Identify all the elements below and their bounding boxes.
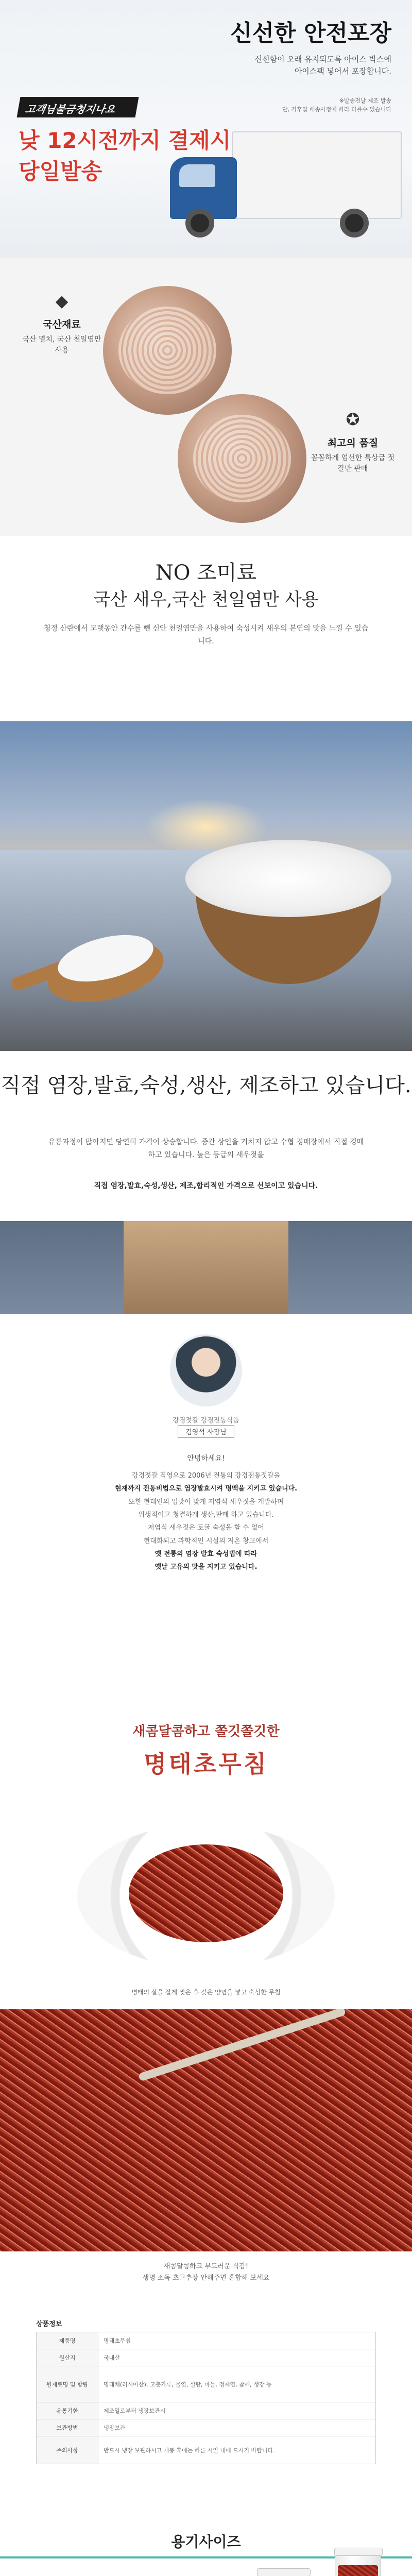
filler-photo — [0, 1221, 412, 1314]
order-deadline-banner: 낮 12시전까지 결제시 — [19, 128, 231, 153]
sea-salt-photo — [0, 721, 412, 1051]
no-msg-title: NO 조미료 — [155, 561, 257, 585]
jar-bucket — [335, 2554, 381, 2576]
same-day-shipping-banner: 당일발송 — [19, 159, 102, 184]
feature-title: 국산재료 — [43, 319, 81, 330]
owner-name: 김영석 사장님 — [178, 1425, 234, 1438]
greeting: 안녕하세요! — [187, 1454, 225, 1463]
message-line: 현대화되고 과학적인 시설의 저온 창고에서 — [143, 1537, 269, 1545]
product-info-section — [0, 2313, 412, 2524]
dish-caption: 명태의 살을 잘게 찢은 후 갖은 양념을 넣고 숙성한 무침 — [131, 1989, 281, 1996]
no-msg-description: 청정 산란에서 모랫동안 간수를 뺀 신안 천일염만을 사용하여 숙성시켜 새우의 본연의 맛을 느낄 수 있습니다. — [43, 624, 369, 646]
info-key: 유통기한 — [37, 2402, 98, 2419]
avatar — [170, 1334, 242, 1406]
product-title: 명태초무침 — [143, 1750, 269, 1778]
info-value: 반드시 냉장 보관하시고 개봉 후에는 빠른 시일 내에 드시기 바랍니다. — [98, 2436, 376, 2464]
process-description: 유통과정이 많아지면 당연히 가격이 상승합니다. 중간 상인을 거치지 않고 수협 경매장에서 직접 경매하고 있습니다. 높은 등급의 새우젓을 — [48, 1138, 364, 1160]
features-section — [0, 258, 412, 536]
info-value: 명태초무침 — [98, 2332, 376, 2349]
process-highlight: 직접 염장,발효,숙성,생산, 제조,합리적인 가격으로 선보이고 있습니다. — [94, 1182, 318, 1190]
table-row — [37, 2419, 376, 2436]
owner-message — [72, 1469, 340, 1574]
closeup-photo — [0, 2009, 412, 2251]
table-row — [37, 2436, 376, 2464]
product-info-table — [36, 2332, 376, 2464]
brand-logo: 고객님불금청지나요 — [16, 97, 139, 117]
hero-title: 신선한 안전포장 — [230, 20, 391, 46]
texture-caption-line: 생명 소독 초고추장 안해주면 혼합해 보세요 — [142, 2274, 270, 2282]
container-size-section — [0, 2524, 412, 2576]
profile-caption: 강경젓갈 강경전통식품 — [173, 1417, 239, 1425]
texture-caption-line: 새콤달콤하고 부드러운 식감! — [163, 2263, 249, 2270]
container-size-heading: 용기사이즈 — [171, 2533, 241, 2550]
message-line: 현재까지 전통비법으로 염장발효시켜 명맥을 지키고 있습니다. — [114, 1485, 298, 1493]
award-icon: ✪ — [346, 410, 360, 429]
anchovy-photo-2 — [178, 394, 306, 523]
owner-profile-section — [0, 1319, 412, 1710]
table-row — [37, 2349, 376, 2366]
delivery-truck-image — [170, 131, 402, 245]
process-heading: 직접 염장,발효,숙성,생산, 제조하고 있습니다. — [1, 1074, 411, 1097]
message-line: 강경젓갈 직영으로 2006년 전통의 강경전통젓갈을 — [131, 1472, 281, 1480]
message-line: 위생적이고 청결하게 생산,판매 하고 있습니다. — [138, 1511, 274, 1519]
texture-caption-section — [0, 2251, 412, 2313]
no-msg-section — [0, 536, 412, 721]
info-key: 보관방법 — [37, 2419, 98, 2436]
info-key: 주의사항 — [37, 2436, 98, 2464]
info-value: 제조일로부터 냉장보관시 — [98, 2402, 376, 2419]
product-info-caption: 상품정보 — [36, 2320, 62, 2328]
dish-caption-section — [0, 1984, 412, 2009]
hero-section — [0, 0, 412, 258]
info-value: 냉장보관 — [98, 2419, 376, 2436]
feature-text: 꼼꼼하게 엄선한 특상급 젓갈만 판매 — [311, 453, 395, 473]
feature-text: 국산 멸치, 국산 천일염만 사용 — [22, 335, 101, 354]
info-key: 원산지 — [37, 2349, 98, 2366]
table-row — [37, 2332, 376, 2349]
table-row — [37, 2366, 376, 2402]
dish-photo — [0, 1814, 412, 1984]
hero-note: ※발송전날 제조 발송 단, 기후및 배송사정에 따라 다를수 있습니다 — [282, 97, 391, 113]
korea-map-icon: ◆ — [55, 291, 68, 311]
message-line: 옛 전통의 염장 발효 숙성법에 따라 — [154, 1550, 258, 1558]
message-line: 또한 현대인의 입맛이 맞게 저염식 새우젓을 개발하며 — [128, 1498, 284, 1506]
best-quality-badge — [309, 407, 397, 474]
message-line: 옛날 고유의 맛을 지키고 있습니다. — [154, 1563, 258, 1571]
anchovy-photo-1 — [103, 286, 232, 415]
message-line: 저염식 새우젓은 토굴 숙성을 할 수 없어 — [148, 1524, 264, 1532]
info-key: 제품명 — [37, 2332, 98, 2349]
hero-description: 신선함이 오래 유지되도록 아이스 박스에 아이스팩 넣어서 포장합니다. — [254, 55, 391, 76]
info-value: 명태채(러시아산), 고춧가루, 물엿, 설탕, 마늘, 정제염, 참깨, 생강 등 — [98, 2366, 376, 2402]
feature-title: 최고의 품질 — [327, 437, 379, 449]
process-section — [0, 1051, 412, 1319]
no-msg-subtitle: 국산 새우,국산 천일염만 사용 — [93, 589, 319, 610]
info-key: 원재료명 및 함량 — [37, 2366, 98, 2402]
product-title-section — [0, 1710, 412, 1814]
table-row — [37, 2402, 376, 2419]
info-value: 국내산 — [98, 2349, 376, 2366]
product-kicker: 새콤달콤하고 쫄깃쫄깃한 — [132, 1724, 280, 1739]
domestic-ingredients-badge — [21, 289, 103, 356]
